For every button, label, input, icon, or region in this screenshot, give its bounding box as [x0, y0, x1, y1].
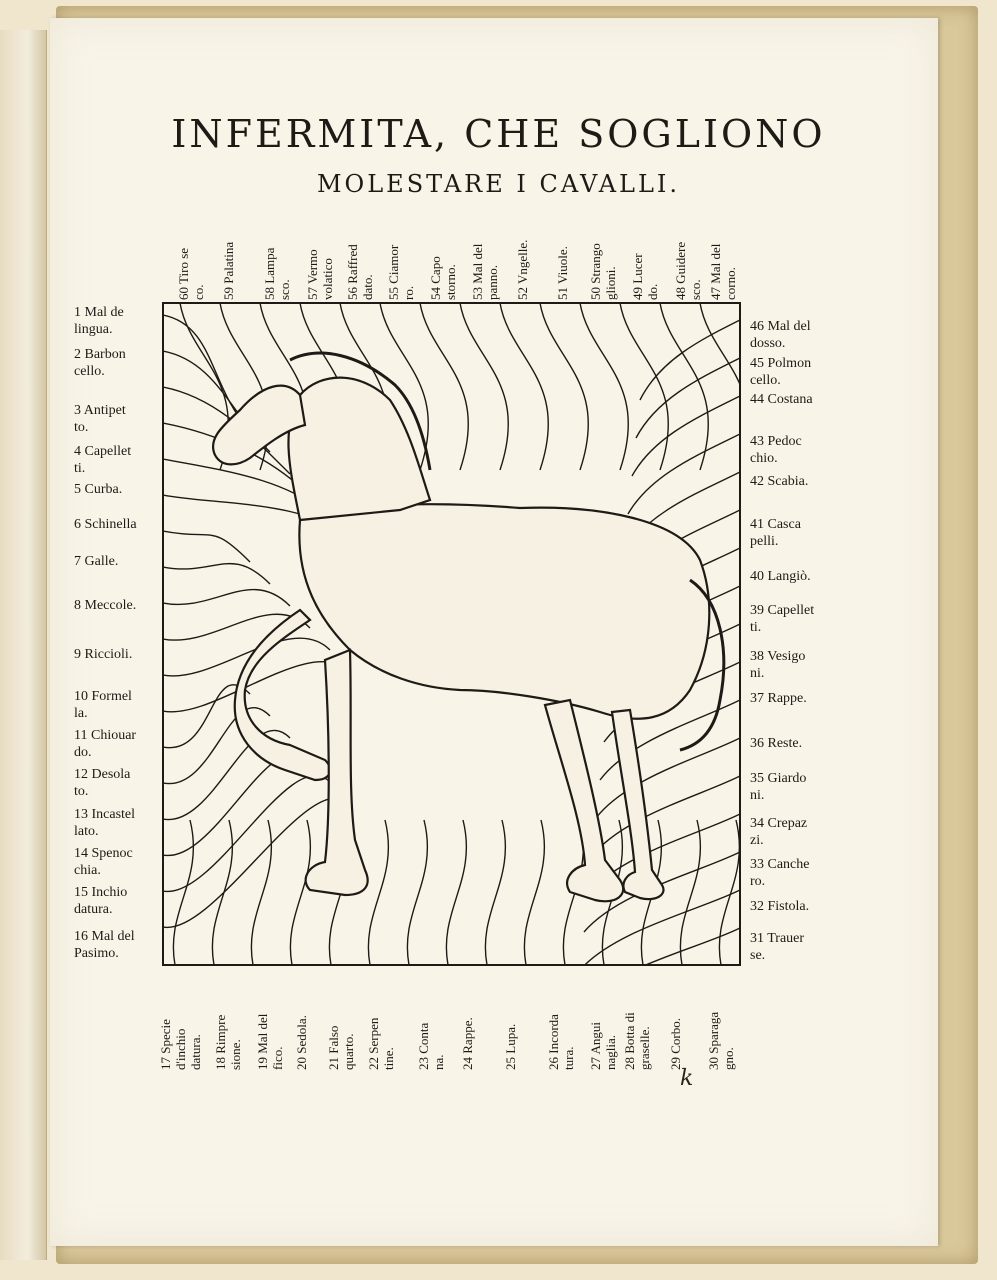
- disease-label: 31 Trauer se.: [750, 931, 805, 963]
- disease-label: 32 Fistola.: [750, 899, 810, 914]
- leader-line: [719, 820, 739, 965]
- leader-line: [540, 303, 588, 470]
- leader-line: [446, 820, 466, 965]
- leader-line: [407, 820, 427, 965]
- leader-line: [660, 303, 708, 470]
- leader-line: [290, 820, 310, 965]
- front-raised-leg: [235, 610, 330, 780]
- disease-label: 39 Capellet ti.: [750, 603, 815, 635]
- leader-line: [640, 320, 740, 400]
- disease-label: 20 Sedola.: [294, 1015, 309, 1070]
- leader-line: [485, 820, 505, 965]
- disease-label: 56 Raffred dato.: [345, 244, 375, 300]
- disease-label: 48 Guidere sco.: [673, 241, 703, 300]
- leader-line: [628, 434, 740, 514]
- disease-label: 41 Casca pelli.: [750, 517, 801, 549]
- disease-label: 49 Lucer do.: [630, 253, 660, 300]
- disease-label: 25 Lupa.: [503, 1023, 518, 1070]
- leader-line: [580, 303, 628, 470]
- disease-label: 46 Mal del dosso.: [750, 319, 811, 351]
- disease-label: 24 Rappe.: [460, 1017, 475, 1070]
- leader-line: [636, 358, 740, 438]
- leader-line: [163, 531, 250, 562]
- disease-label: 33 Canche ro.: [750, 857, 810, 889]
- disease-label: 50 Strango glioni.: [588, 243, 618, 300]
- leader-line: [368, 820, 388, 965]
- disease-label: 60 Tiro se co.: [176, 247, 206, 300]
- leader-line: [680, 820, 700, 965]
- disease-label: 28 Botta di graselle.: [622, 1012, 652, 1070]
- disease-label: 47 Mal del corno.: [708, 243, 738, 300]
- disease-label: 36 Reste.: [750, 736, 803, 751]
- disease-label: 21 Falso quarto.: [326, 1025, 356, 1070]
- leader-line: [163, 564, 270, 584]
- disease-label: 12 Desola to.: [74, 767, 131, 799]
- disease-label: 8 Meccole.: [74, 598, 137, 613]
- page-title: INFERMITA, CHE SOGLIONO: [171, 112, 826, 156]
- leader-line: [632, 396, 740, 476]
- disease-label: 7 Galle.: [74, 554, 119, 569]
- horse-body: [299, 504, 709, 719]
- leader-line: [163, 590, 290, 606]
- hind-leg-near: [545, 700, 623, 901]
- disease-label: 34 Crepaz zi.: [750, 816, 808, 848]
- disease-label: 26 Incorda tura.: [546, 1014, 576, 1070]
- disease-label: 30 Sparaga gno.: [706, 1011, 736, 1070]
- handwritten-mark: k: [680, 1066, 694, 1091]
- leader-line: [524, 820, 544, 965]
- horse-neck: [288, 378, 430, 520]
- disease-label: 6 Schinella: [74, 517, 137, 532]
- disease-label: 23 Conta na.: [416, 1022, 446, 1070]
- disease-label: 4 Capellet ti.: [74, 444, 132, 476]
- disease-label: 3 Antipet to.: [74, 403, 126, 435]
- disease-label: 29 Corbo.: [668, 1018, 683, 1070]
- leader-line: [251, 820, 271, 965]
- disease-label: 40 Langiò.: [750, 569, 811, 584]
- leader-line: [460, 303, 508, 470]
- leader-line: [163, 776, 330, 892]
- disease-label: 9 Riccioli.: [74, 647, 133, 662]
- disease-label: 18 Rimpre sione.: [213, 1014, 243, 1070]
- page-subtitle: MOLESTARE I CAVALLI.: [316, 170, 681, 198]
- disease-label: 51 Viuole.: [555, 246, 570, 300]
- disease-label: 52 Vngelle.: [515, 239, 530, 300]
- disease-label: 1 Mal de lingua.: [74, 305, 124, 337]
- disease-label: 38 Vesigo ni.: [750, 649, 806, 681]
- leader-line: [212, 820, 232, 965]
- disease-label: 44 Costana: [750, 392, 813, 407]
- leader-line: [620, 303, 668, 470]
- disease-label: 27 Angui naglia.: [588, 1021, 618, 1070]
- disease-label: 13 Incastel lato.: [74, 807, 136, 839]
- disease-label: 43 Pedoc chio.: [750, 434, 802, 466]
- disease-label: 17 Specie d'inchio datura.: [158, 1019, 203, 1070]
- disease-label: 35 Giardo ni.: [750, 771, 807, 803]
- disease-label: 16 Mal del Pasimo.: [74, 929, 135, 961]
- leader-line: [500, 303, 548, 470]
- disease-label: 58 Lampa sco.: [262, 247, 292, 300]
- leader-line: [420, 303, 468, 470]
- leader-line: [163, 662, 350, 712]
- disease-label: 5 Curba.: [74, 482, 123, 497]
- disease-label: 37 Rappe.: [750, 691, 807, 706]
- disease-label: 55 Ciamor ro.: [386, 244, 416, 300]
- disease-label: 11 Chiouar do.: [74, 728, 137, 760]
- disease-label: 22 Serpen tine.: [366, 1017, 396, 1070]
- disease-label: 15 Inchio datura.: [74, 885, 128, 917]
- disease-label: 57 Vermo volatico: [305, 249, 335, 300]
- disease-label: 53 Mal del panno.: [470, 243, 500, 300]
- disease-label: 2 Barbon cello.: [74, 347, 126, 379]
- disease-label: 10 Formel la.: [74, 689, 132, 721]
- disease-label: 19 Mal del fico.: [255, 1013, 285, 1070]
- disease-label: 59 Palatina: [221, 241, 236, 300]
- disease-label: 45 Polmon cello.: [750, 356, 812, 388]
- leader-line: [173, 820, 193, 965]
- disease-label: 42 Scabia.: [750, 474, 809, 489]
- disease-label: 54 Capo storno.: [428, 256, 458, 300]
- disease-label: 14 Spenoc chia.: [74, 846, 133, 878]
